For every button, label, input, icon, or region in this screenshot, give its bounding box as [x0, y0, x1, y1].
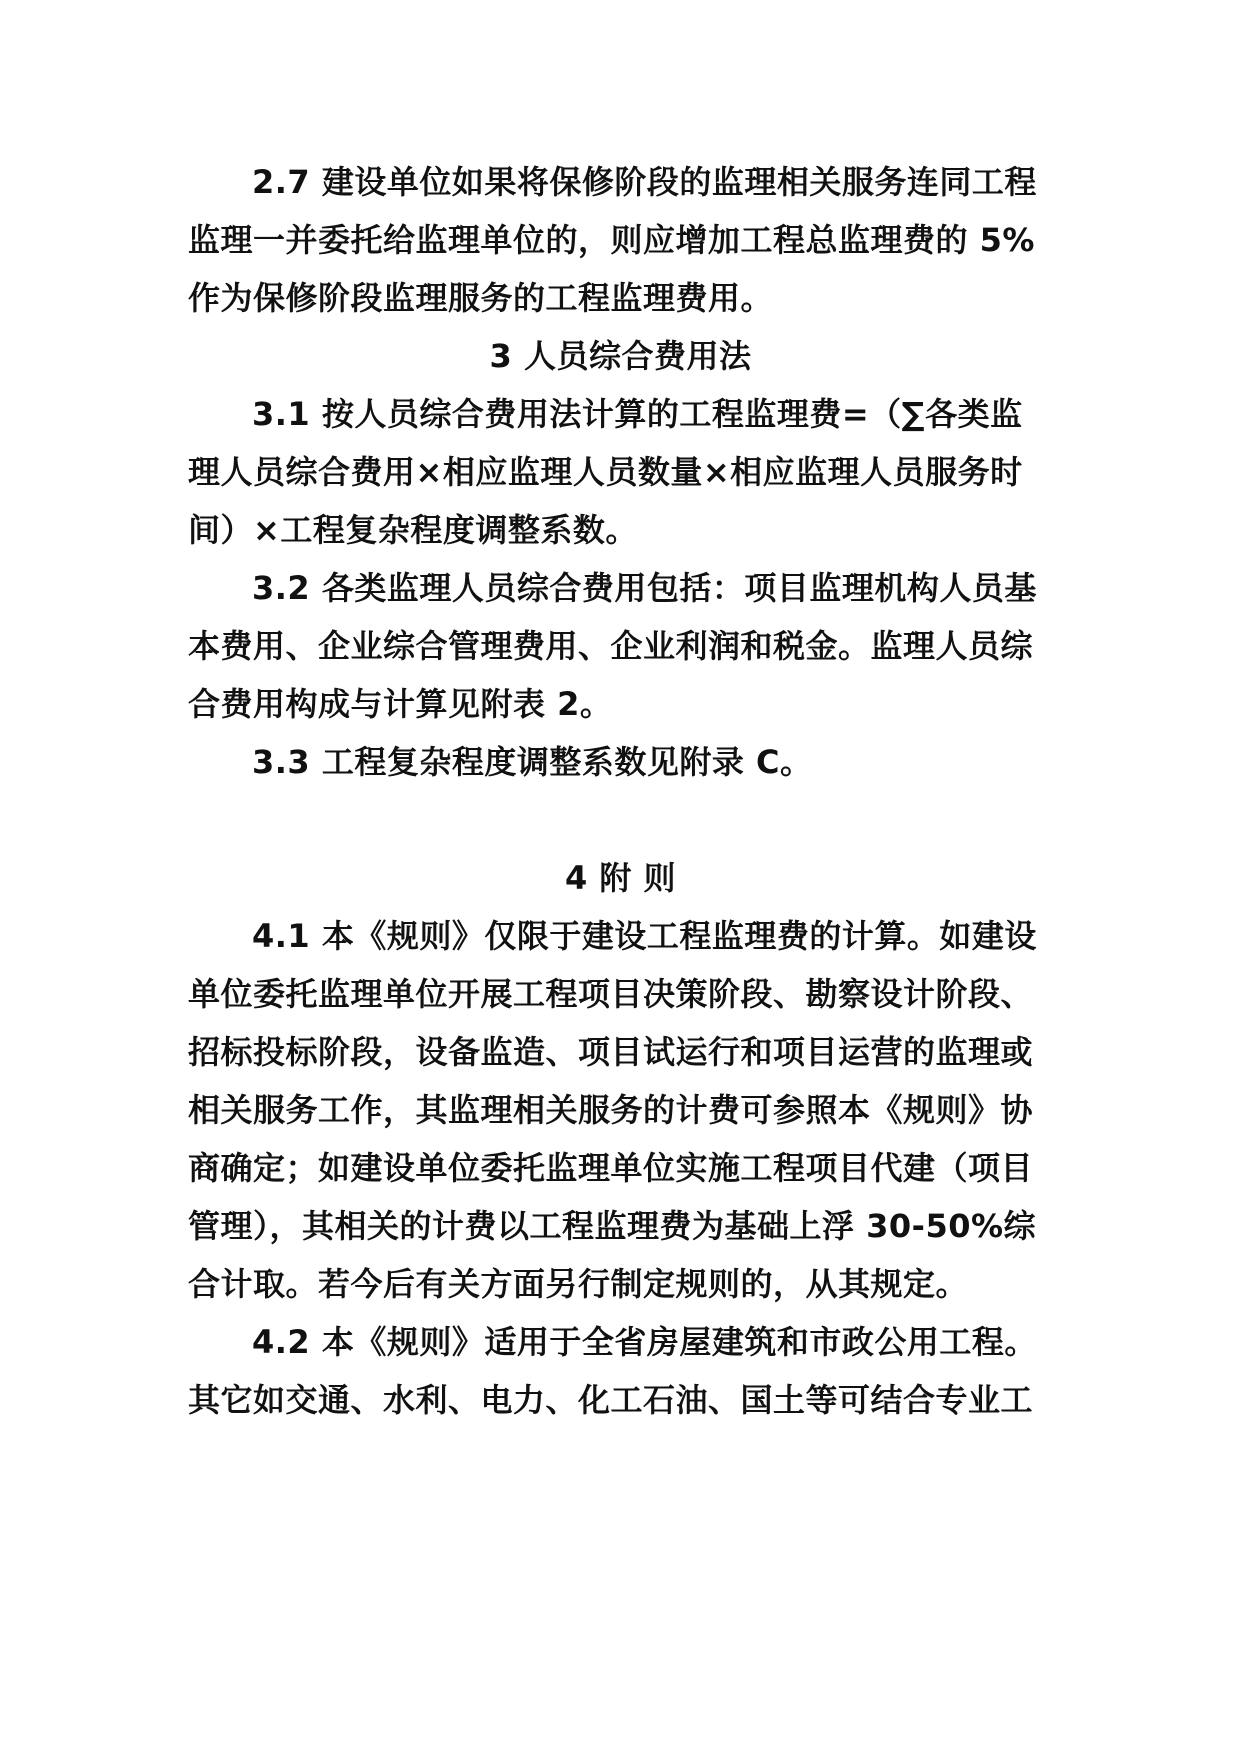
paragraph-3-1-line-1: 3.1 按人员综合费用法计算的工程监理费=（∑各类监: [252, 395, 1023, 433]
paragraph-4-2-line-1: 4.2 本《规则》适用于全省房屋建筑和市政公用工程。: [252, 1323, 1037, 1361]
paragraph-3-2-line-1: 3.2 各类监理人员综合费用包括：项目监理机构人员基: [252, 569, 1037, 607]
paragraph-4-2-line-2: 其它如交通、水利、电力、化工石油、国土等可结合专业工: [188, 1381, 1034, 1419]
paragraph-3-3-line-1: 3.3 工程复杂程度调整系数见附录 C。: [252, 743, 813, 781]
paragraph-4-1-line-2: 单位委托监理单位开展工程项目决策阶段、勘察设计阶段、: [188, 975, 1034, 1013]
paragraph-3-2-line-2: 本费用、企业综合管理费用、企业利润和税金。监理人员综: [188, 627, 1034, 665]
paragraph-4-1-line-7: 合计取。若今后有关方面另行制定规则的，从其规定。: [188, 1265, 969, 1303]
paragraph-2-7-line-3: 作为保修阶段监理服务的工程监理费用。: [188, 279, 774, 317]
paragraph-4-1-line-1: 4.1 本《规则》仅限于建设工程监理费的计算。如建设: [252, 917, 1037, 955]
paragraph-4-1-line-5: 商确定；如建设单位委托监理单位实施工程项目代建（项目: [188, 1149, 1034, 1187]
paragraph-3-2-line-3: 合费用构成与计算见附表 2。: [188, 685, 613, 723]
paragraph-4-1-line-3: 招标投标阶段，设备监造、项目试运行和项目运营的监理或: [188, 1033, 1034, 1071]
paragraph-2-7-line-1: 2.7 建设单位如果将保修阶段的监理相关服务连同工程: [252, 163, 1037, 201]
section-heading-3: 3 人员综合费用法: [489, 337, 752, 375]
section-heading-4: 4 附 则: [564, 859, 677, 897]
paragraph-2-7-line-2: 监理一并委托给监理单位的，则应增加工程总监理费的 5%: [188, 221, 1035, 259]
paragraph-3-1-line-2: 理人员综合费用×相应监理人员数量×相应监理人员服务时: [188, 453, 1023, 491]
paragraph-4-1-line-4: 相关服务工作，其监理相关服务的计费可参照本《规则》协: [188, 1091, 1034, 1129]
paragraph-3-1-line-3: 间）×工程复杂程度调整系数。: [188, 511, 638, 549]
paragraph-4-1-line-6: 管理），其相关的计费以工程监理费为基础上浮 30-50%综: [188, 1207, 1037, 1245]
